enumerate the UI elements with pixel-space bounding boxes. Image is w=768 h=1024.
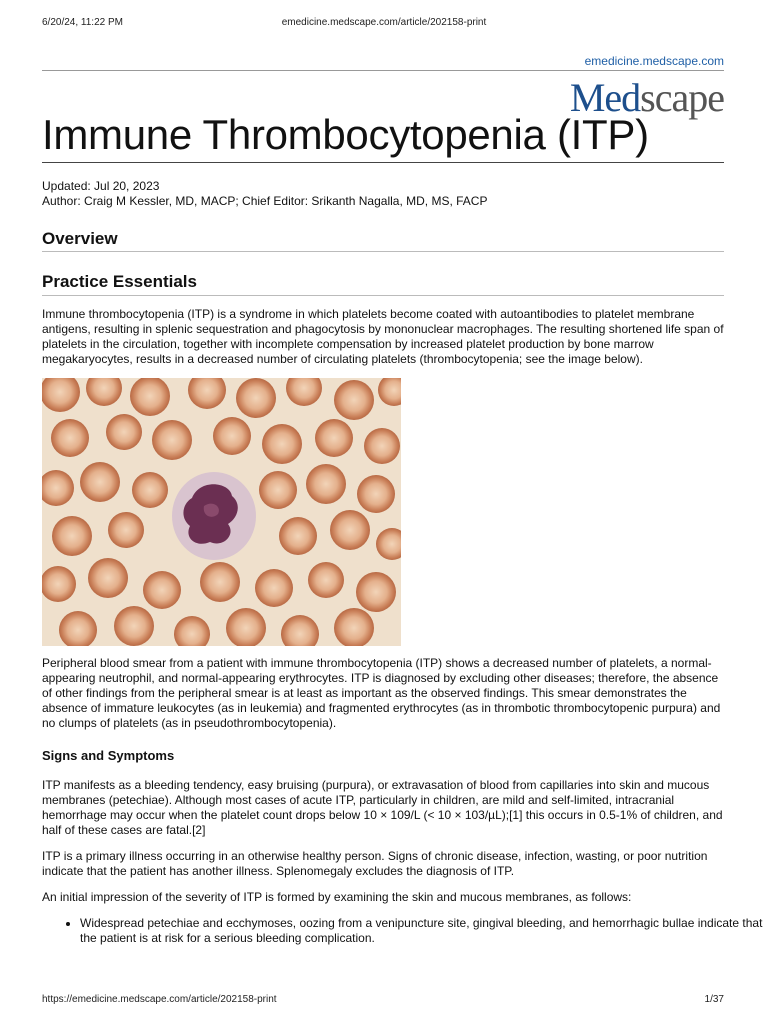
intro-paragraph: Immune thrombocytopenia (ITP) is a syndrome in which platelets become coated with autoantibodies to platelet membrane antigens, resulting in splenic sequestration and phagocytosis by mononuclear macrophages. The resulting shortened life span of platelets in the circulation, together with incomplete compensation by increased platelet production by bone marrow megakaryocytes, results in a decreased number of circulating platelets (thrombocytopenia; see the image below).	[42, 307, 724, 366]
bullet-item: • Widespread petechiae and ecchymoses, oozing from a venipuncture site, gingival bleeding, and hemorrhagic bullae indicate that the patient is at risk for a serious bleeding complication.	[80, 916, 764, 946]
site-link[interactable]: emedicine.medscape.com	[584, 54, 724, 68]
signs-paragraph-2: ITP is a primary illness occurring in an otherwise healthy person. Signs of chronic disease, infection, wasting, or poor nutrition indicate that the patient has another illness. Splenomegaly excludes the diagnosis of ITP.	[42, 849, 708, 878]
image-caption: Peripheral blood smear from a patient with immune thrombocytopenia (ITP) shows a decreased number of platelets, a normal-appearing neutrophil, and normal-appearing erythrocytes. ITP is diagnosed by excluding other diseases; therefore, the absence of other findings from the peripheral smear is at least as important as the observed findings. This smear demonstrates the absence of immature leukocytes (as in leukemia) and fragmented erythrocytes (as in thrombotic thrombocytopenic purpura) and no clumps of platelets (as in pseudothrombocytopenia).	[42, 656, 721, 730]
blood-smear-illustration	[42, 378, 401, 646]
severity-bullet-list	[42, 916, 764, 946]
page-number: 1/37	[704, 994, 724, 1005]
header-divider	[42, 70, 724, 71]
signs-paragraph-1: ITP manifests as a bleeding tendency, easy bruising (purpura), or extravasation of blood from capillaries into skin and mucous membranes (petechiae). Although most cases of acute ITP, particularly in children, are mild and self-limited, intracranial hemorrhage may occur when the platelet count drops below 10 × 109/L (< 10 × 103/µL);[1] this occurs in 0.5-1% of children, and half of these cases are fatal.[2]	[42, 778, 723, 837]
print-header-url: emedicine.medscape.com/article/202158-print	[281, 17, 487, 28]
page-title: Immune Thrombocytopenia (ITP)	[42, 111, 649, 158]
section-heading-signs-symptoms: Signs and Symptoms	[42, 748, 175, 763]
section-heading-practice-essentials: Practice Essentials	[42, 272, 197, 291]
overview-divider	[42, 251, 724, 252]
author-line: Author: Craig M Kessler, MD, MACP; Chief Editor: Srikanth Nagalla, MD, MS, FACP	[42, 194, 488, 208]
section-heading-overview: Overview	[42, 229, 118, 248]
updated-date: Updated: Jul 20, 2023	[42, 179, 160, 193]
blood-smear-image[interactable]	[42, 378, 401, 646]
logo-part-med: Med	[569, 75, 641, 120]
practice-divider	[42, 295, 724, 296]
logo-part-scape: scape	[640, 75, 724, 120]
signs-paragraph-3: An initial impression of the severity of ITP is formed by examining the skin and mucous membranes, as follows:	[42, 890, 632, 904]
title-divider	[42, 162, 724, 163]
print-datetime: 6/20/24, 11:22 PM	[42, 17, 123, 28]
print-footer-url: https://emedicine.medscape.com/article/202158-print	[42, 994, 277, 1005]
